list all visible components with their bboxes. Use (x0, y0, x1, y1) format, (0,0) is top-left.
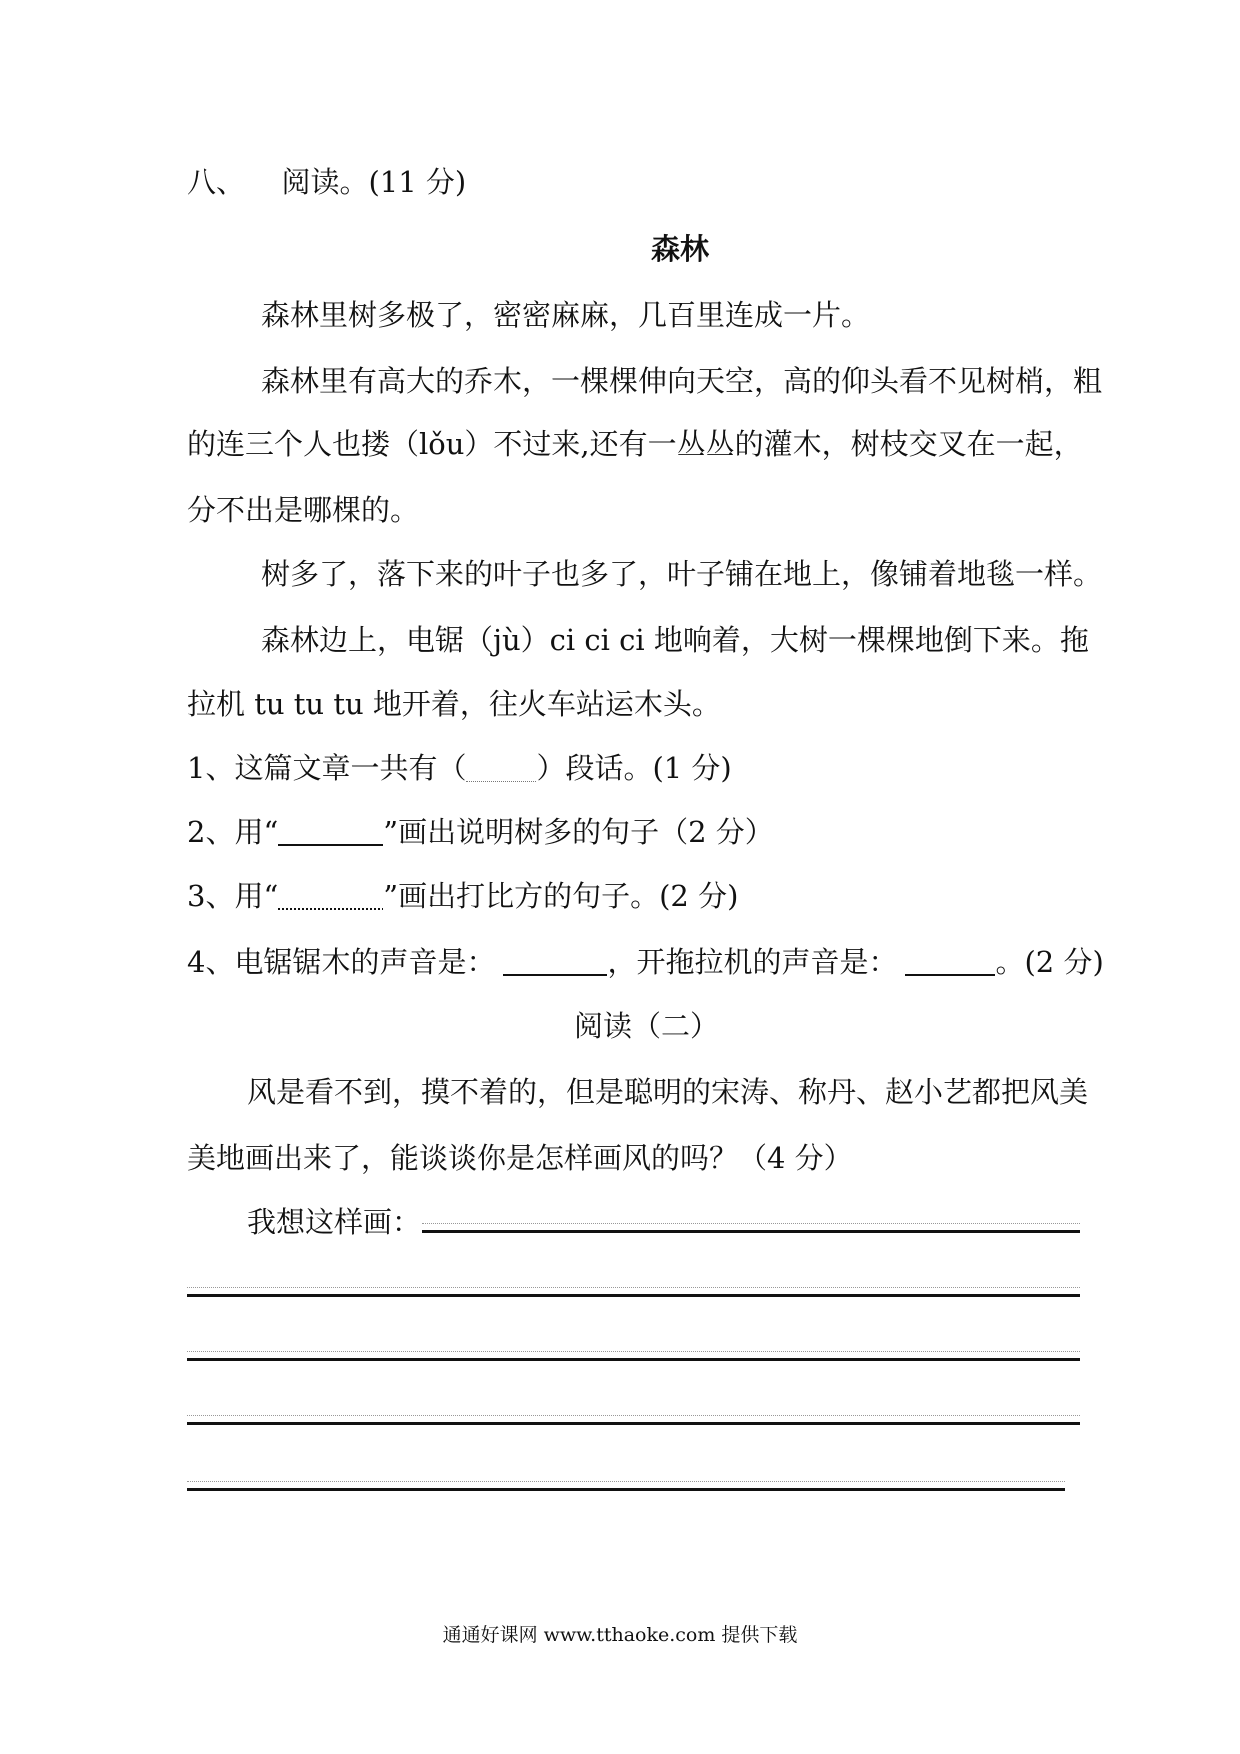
writing-line-5[interactable] (187, 1488, 1065, 1491)
writing-line-4[interactable] (187, 1422, 1080, 1425)
question-2 (187, 812, 774, 852)
writing-line-1[interactable] (422, 1230, 1080, 1233)
passage-2-line-2: 美地画出来了，能谈谈你是怎样画风的吗？（4 分） (187, 1141, 853, 1175)
question-2-text-a: 2、用“ (187, 815, 279, 849)
section-number: 八、 (187, 165, 246, 199)
passage-paragraph-4-line-1: 森林边上，电锯（jù）ci ci ci 地响着，大树一棵棵地倒下来。拖 (261, 623, 1089, 657)
question-1-answer-blank[interactable] (466, 751, 536, 782)
passage-paragraph-1: 森林里树多极了，密密麻麻，几百里连成一片。 (261, 298, 871, 332)
question-1-text-b: ）段话。(1 分) (536, 751, 732, 785)
passage-paragraph-2-line-1: 森林里有高大的乔木，一棵棵伸向天空，高的仰头看不见树梢，粗 (261, 364, 1103, 398)
passage-2-line-1: 风是看不到，摸不着的，但是聪明的宋涛、称丹、赵小艺都把风美 (247, 1075, 1089, 1109)
question-4 (187, 942, 1104, 982)
section-heading (187, 162, 466, 202)
wavy-underline-sample (278, 880, 383, 910)
writing-line-3[interactable] (187, 1358, 1080, 1361)
question-2-text-b: ”画出说明树多的句子（2 分） (383, 815, 774, 849)
question-1-text-a: 1、这篇文章一共有（ (187, 751, 467, 785)
passage-title: 森林 (651, 232, 710, 266)
passage-paragraph-2-line-2: 的连三个人也搂（lǒu）不过来,还有一丛丛的灌木，树枝交叉在一起， (187, 427, 1083, 461)
passage-paragraph-3: 树多了，落下来的叶子也多了，叶子铺在地上，像铺着地毯一样。 (261, 557, 1103, 591)
question-3 (187, 876, 738, 916)
section-title: 阅读。(11 分) (281, 165, 467, 199)
straight-underline-sample (278, 814, 383, 846)
saw-sound-blank[interactable] (503, 944, 607, 976)
question-4-text-c: 。(2 分) (995, 945, 1104, 979)
passage-2-title: 阅读（二） (574, 1009, 720, 1043)
writing-line-2[interactable] (187, 1294, 1080, 1297)
tractor-sound-blank[interactable] (905, 944, 995, 976)
passage-paragraph-2-line-3: 分不出是哪棵的。 (187, 493, 420, 527)
question-4-text-b: ，开拖拉机的声音是： (607, 945, 898, 979)
question-1 (187, 748, 732, 788)
question-3-text-b: ”画出打比方的句子。(2 分) (383, 879, 739, 913)
question-3-text-a: 3、用“ (187, 879, 279, 913)
passage-paragraph-4-line-2: 拉机 tu tu tu 地开着，往火车站运木头。 (187, 687, 721, 721)
question-4-text-a: 4、电锯锯木的声音是： (187, 945, 496, 979)
footer-credit: 通通好课网 www.tthaoke.com 提供下载 (442, 1624, 798, 1646)
writing-prompt: 我想这样画： (247, 1205, 422, 1239)
